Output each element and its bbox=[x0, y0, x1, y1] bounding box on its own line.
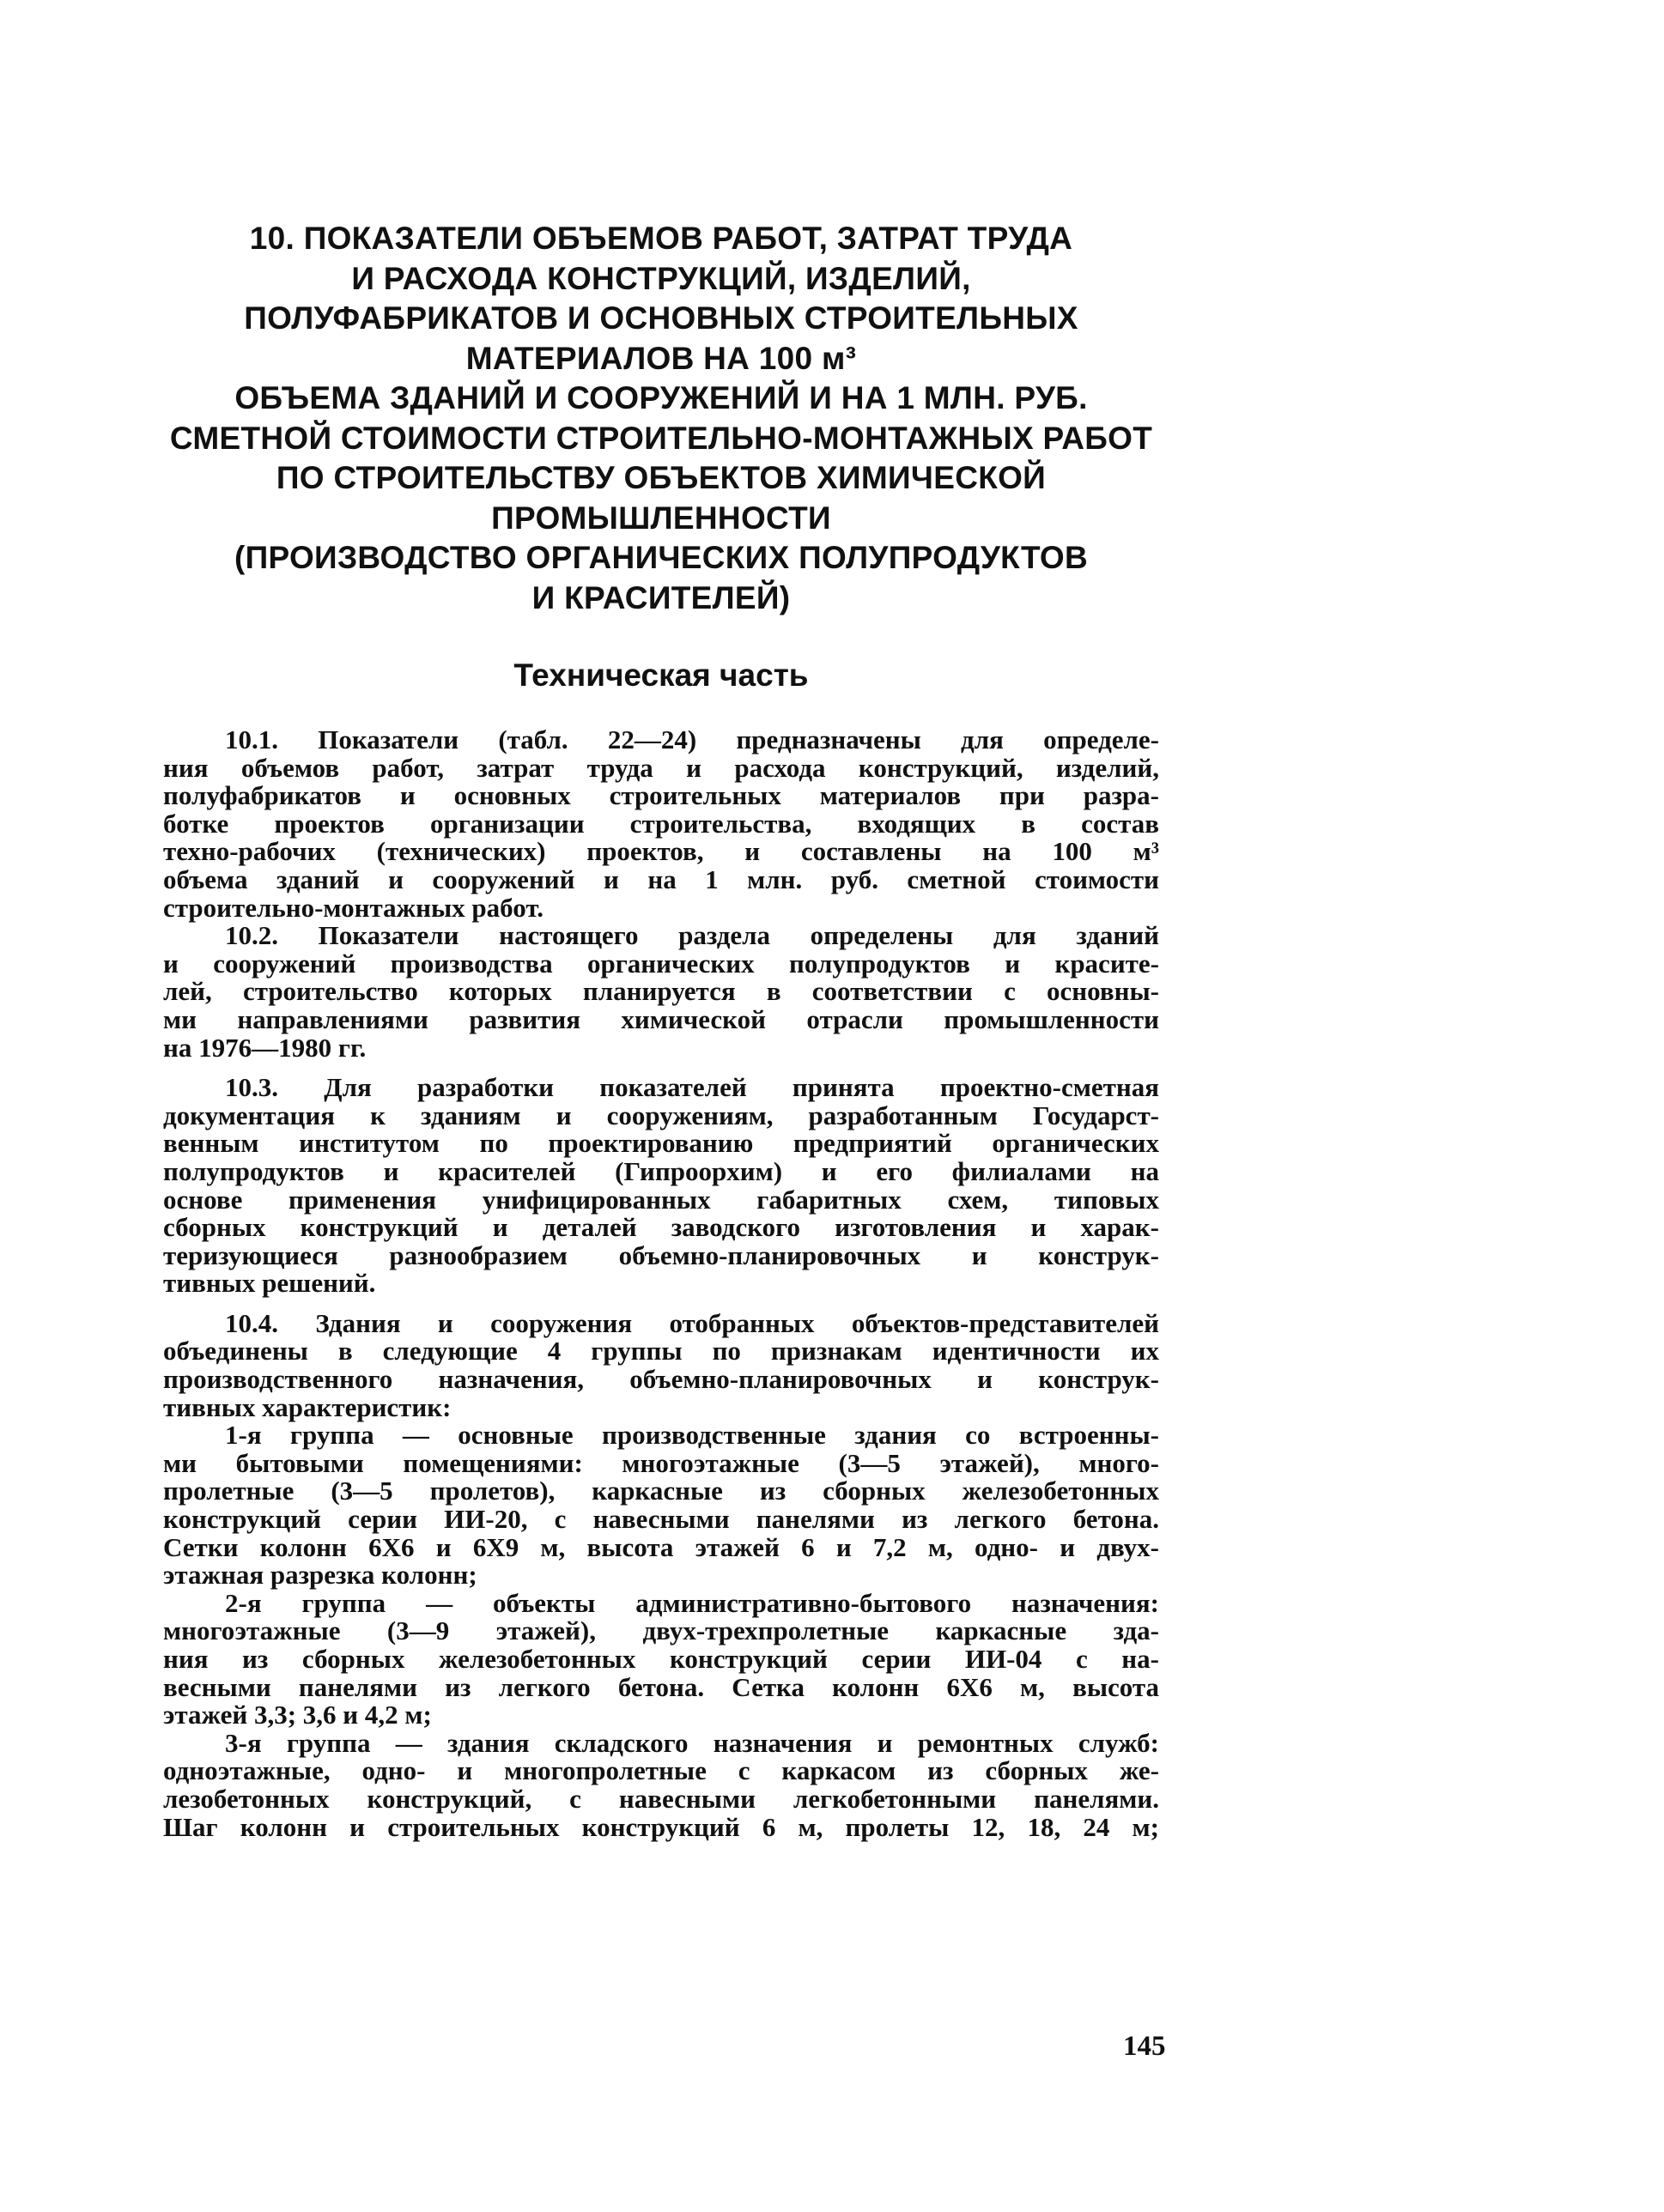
text-line: лей, строительство которых планируется в соответствии с основны- bbox=[163, 976, 1159, 1007]
text-line: ния из сборных железобетонных конструкций серии ИИ-04 с на- bbox=[163, 1644, 1159, 1674]
text-line: пролетные (3—5 пролетов), каркасные из сборных железобетонных bbox=[163, 1476, 1159, 1506]
page-number: 145 bbox=[1123, 2031, 1166, 2062]
title-line: И РАСХОДА КОНСТРУКЦИЙ, ИЗДЕЛИЙ, bbox=[351, 260, 971, 296]
text-line: строительно-монтажных работ. bbox=[163, 892, 544, 923]
text-line: тивных характеристик: bbox=[163, 1391, 452, 1422]
subsection-heading: Техническая часть bbox=[513, 658, 809, 693]
text-line: объема зданий и сооружений и на 1 млн. руб. сметной стоимости bbox=[163, 864, 1159, 894]
paragraph-10-1 bbox=[163, 726, 1159, 922]
paragraph-10-4 bbox=[163, 1307, 1159, 1422]
text-line: ми направлениями развития химической отрасли промышленности bbox=[163, 1003, 1159, 1034]
text-line: теризующиеся разнообразием объемно-планировочных и конструк- bbox=[163, 1239, 1159, 1270]
text-line: техно-рабочих (технических) проектов, и составлены на 100 м³ bbox=[163, 836, 1159, 867]
title-line: ПО СТРОИТЕЛЬСТВУ ОБЪЕКТОВ ХИМИЧЕСКОЙ bbox=[276, 460, 1047, 495]
paragraph-group-1 bbox=[163, 1421, 1159, 1590]
title-line: ОБЪЕМА ЗДАНИЙ И СООРУЖЕНИЙ И НА 1 МЛН. РУБ. bbox=[234, 380, 1088, 415]
paragraph-group-3 bbox=[163, 1727, 1159, 1842]
text-line: весными панелями из легкого бетона. Сетка колонн 6Х6 м, высота bbox=[163, 1671, 1159, 1702]
text-line: ми бытовыми помещениями: многоэтажные (3—5 этажей), много- bbox=[163, 1447, 1159, 1478]
text-line: документация к зданиям и сооружениям, разработанным Государст- bbox=[163, 1100, 1159, 1130]
text-line: основе применения унифицированных габаритных схем, типовых bbox=[163, 1184, 1159, 1215]
text-line: полупродуктов и красителей (Гипроорхим) и его филиалами на bbox=[163, 1155, 1159, 1186]
title-line: (ПРОИЗВОДСТВО ОРГАНИЧЕСКИХ ПОЛУПРОДУКТОВ bbox=[234, 540, 1089, 575]
text-line: 1-я группа — основные производственные здания со встроенны- bbox=[225, 1420, 1159, 1451]
text-line: конструкций серии ИИ-20, с навесными панелями из легкого бетона. bbox=[163, 1504, 1159, 1535]
title-line: И КРАСИТЕЛЕЙ) bbox=[531, 579, 791, 615]
text-line: на 1976—1980 гг. bbox=[163, 1032, 367, 1063]
text-line: и сооружений производства органических полупродуктов и красите- bbox=[163, 948, 1159, 979]
text-line: ния объемов работ, затрат труда и расхода конструкций, изделий, bbox=[163, 752, 1159, 783]
text-line: тивных решений. bbox=[163, 1268, 376, 1299]
text-line: многоэтажные (3—9 этажей), двух-трехпролетные каркасные зда- bbox=[163, 1615, 1159, 1646]
title-line: 10. ПОКАЗАТЕЛИ ОБЪЕМОВ РАБОТ, ЗАТРАТ ТРУДА bbox=[249, 221, 1073, 256]
title-line: МАТЕРИАЛОВ НА 100 м³ bbox=[465, 340, 857, 376]
section-title bbox=[163, 219, 1159, 618]
title-line: СМЕТНОЙ СТОИМОСТИ СТРОИТЕЛЬНО-МОНТАЖНЫХ РАБОТ bbox=[169, 420, 1153, 456]
text-line: этажей 3,3; 3,6 и 4,2 м; bbox=[163, 1700, 432, 1730]
text-line: производственного назначения, объемно-планировочных и конструк- bbox=[163, 1364, 1159, 1395]
document-page bbox=[163, 219, 1159, 1841]
text-line: Шаг колонн и строительных конструкций 6 м, пролеты 12, 18, 24 м; bbox=[163, 1811, 1159, 1842]
paragraph-group-2 bbox=[163, 1587, 1159, 1730]
text-line: 10.3. Для разработки показателей принята проектно-сметная bbox=[225, 1072, 1159, 1103]
text-line: полуфабрикатов и основных строительных материалов при разра- bbox=[163, 780, 1159, 811]
text-line: сборных конструкций и деталей заводского изготовления и харак- bbox=[163, 1212, 1159, 1243]
text-line: этажная разрезка колонн; bbox=[163, 1560, 477, 1591]
text-line: 3-я группа — здания складского назначения и ремонтных служб: bbox=[225, 1727, 1159, 1758]
text-line: одноэтажные, одно- и многопролетные с каркасом из сборных же- bbox=[163, 1755, 1159, 1786]
text-line: 10.2. Показатели настоящего раздела определены для зданий bbox=[225, 920, 1159, 951]
text-line: лезобетонных конструкций, с навесными легкобетонными панелями. bbox=[163, 1783, 1159, 1814]
text-line: Сетки колонн 6Х6 и 6Х9 м, высота этажей 6 и 7,2 м, одно- и двух- bbox=[163, 1531, 1159, 1562]
title-line: ПОЛУФАБРИКАТОВ И ОСНОВНЫХ СТРОИТЕЛЬНЫХ bbox=[244, 300, 1078, 336]
text-line: венным институтом по проектированию предприятий органических bbox=[163, 1128, 1159, 1159]
title-line: ПРОМЫШЛЕННОСТИ bbox=[491, 500, 831, 536]
paragraph-10-2 bbox=[163, 922, 1159, 1062]
paragraph-10-3 bbox=[163, 1074, 1159, 1298]
text-line: 2-я группа — объекты административно-бытового назначения: bbox=[225, 1587, 1159, 1618]
text-line: 10.4. Здания и сооружения отобранных объектов-представителей bbox=[225, 1307, 1159, 1338]
text-line: 10.1. Показатели (табл. 22—24) предназначены для определе- bbox=[225, 724, 1159, 755]
text-line: объединены в следующие 4 группы по признакам идентичности их bbox=[163, 1336, 1159, 1367]
text-line: ботке проектов организации строительства, входящих в состав bbox=[163, 808, 1159, 839]
